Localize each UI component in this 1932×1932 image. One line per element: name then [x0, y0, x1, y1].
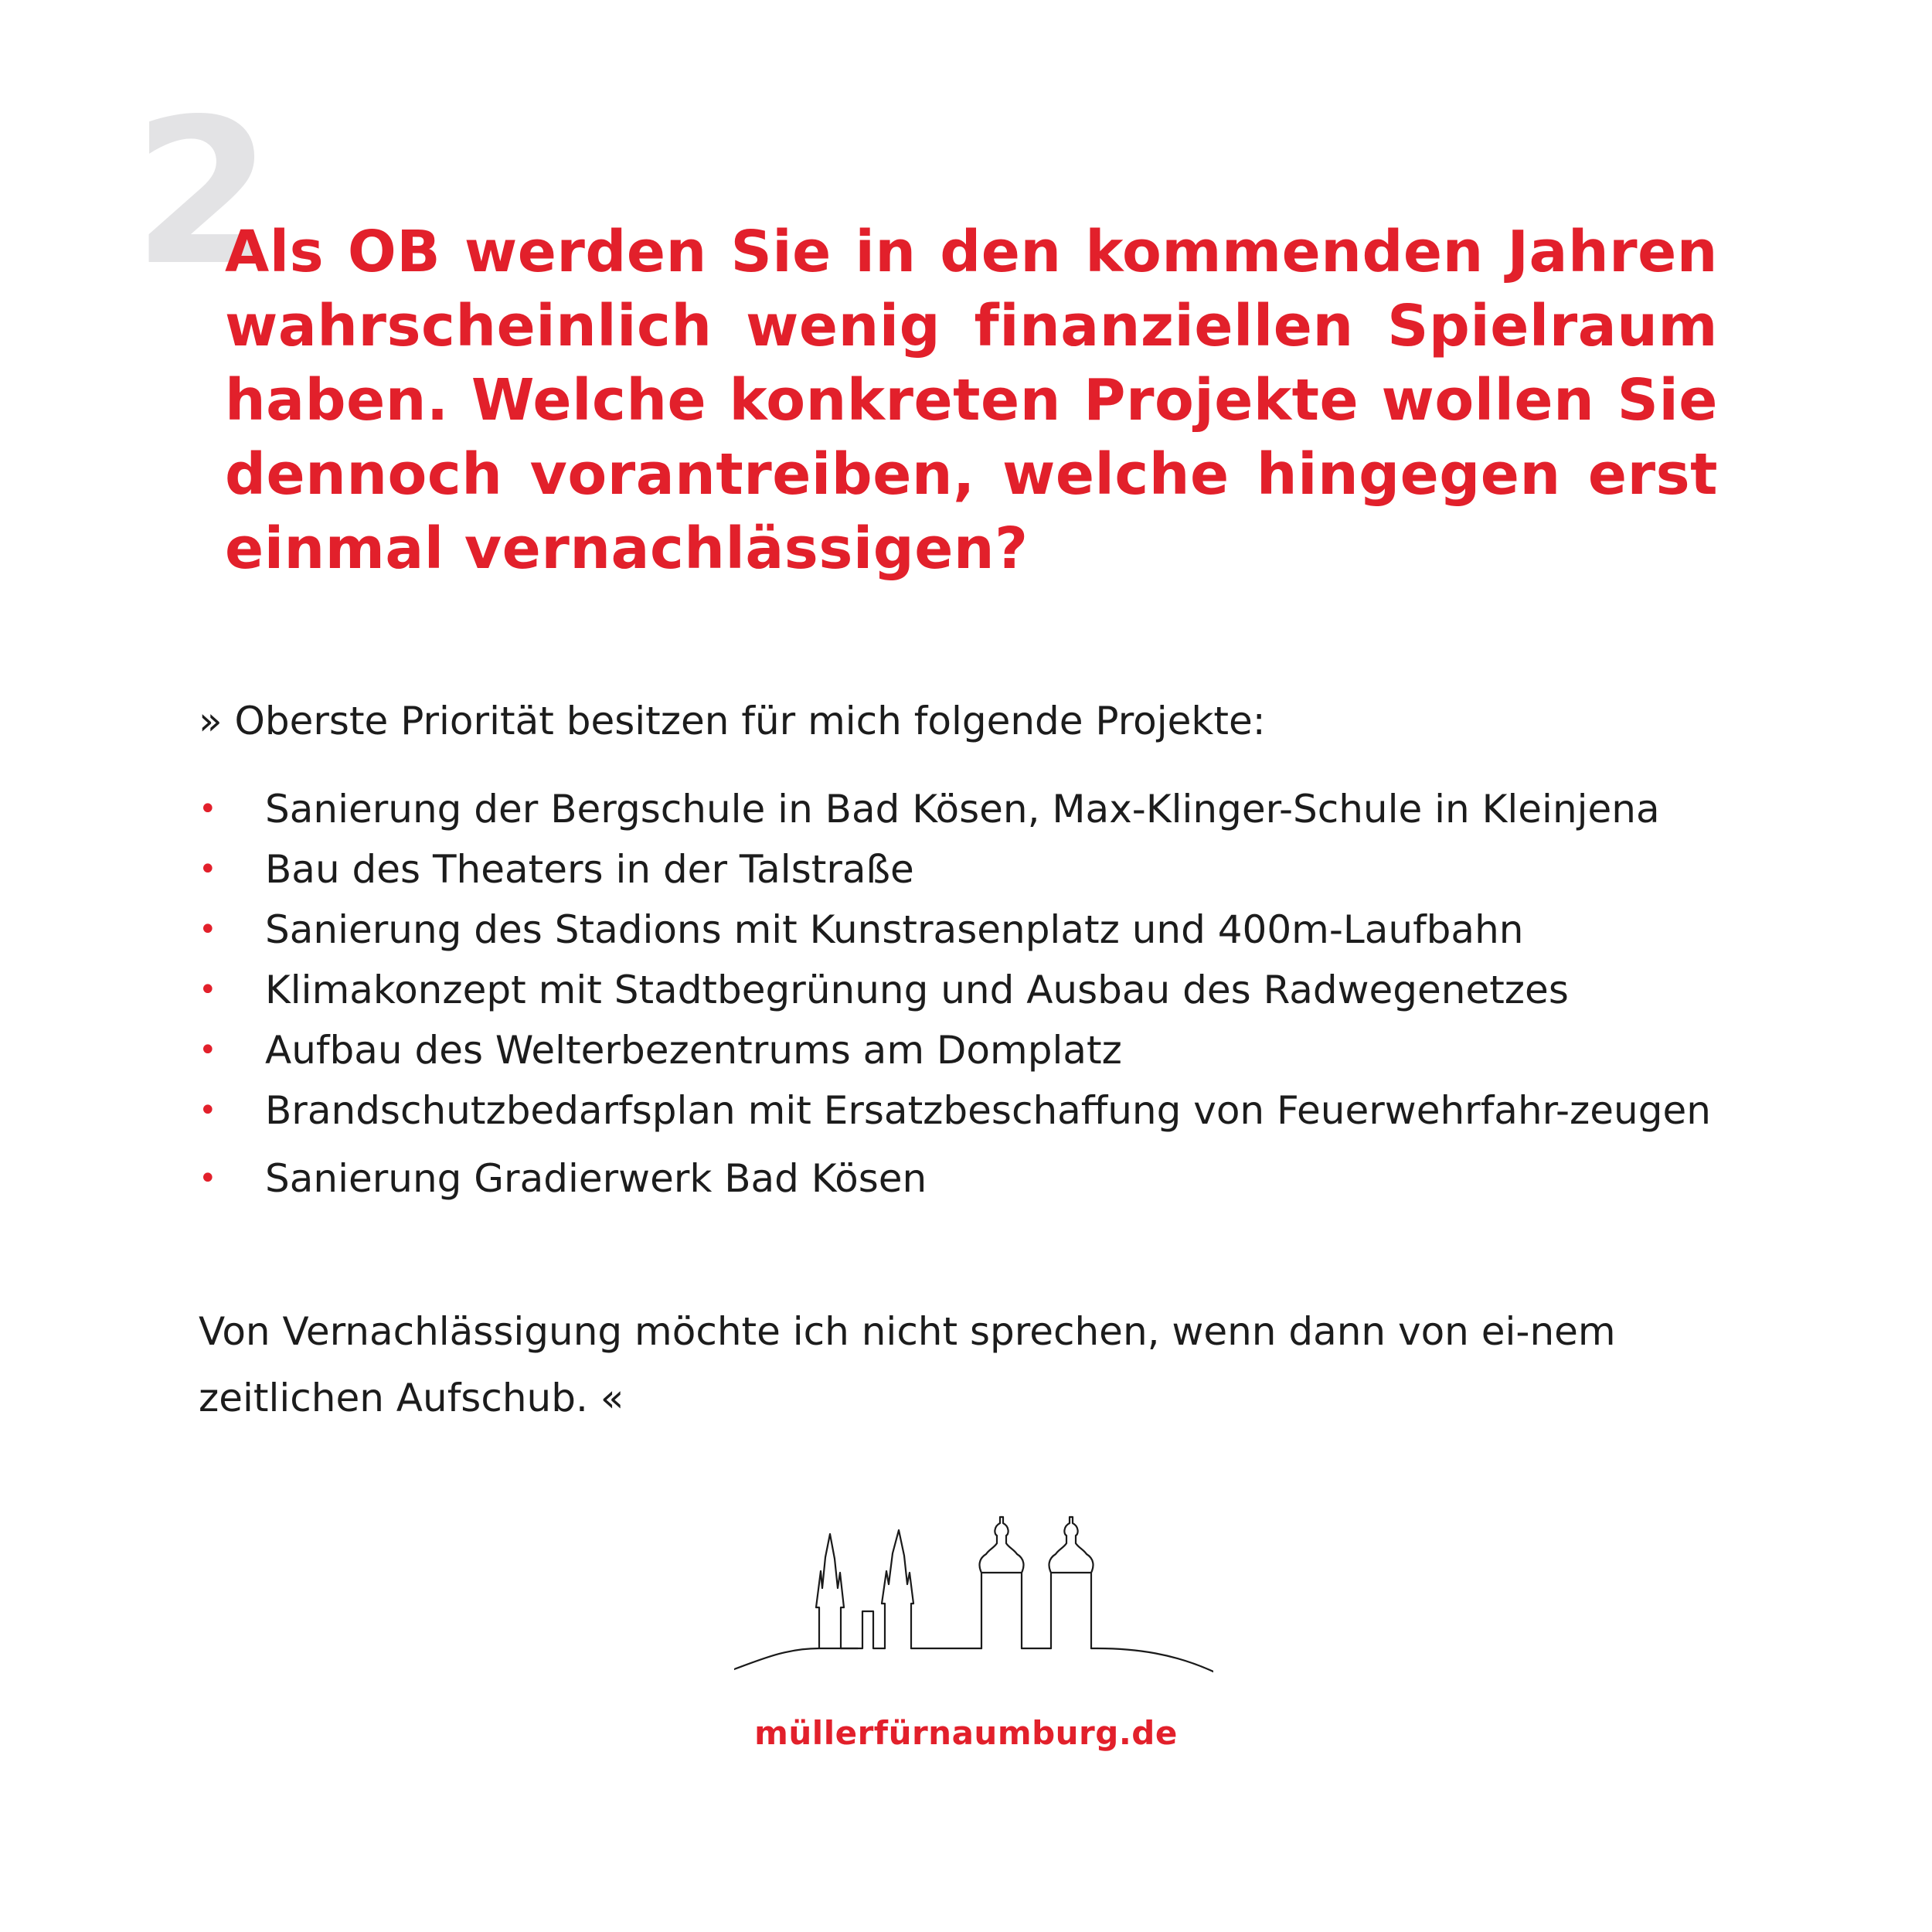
- answer-outro: Von Vernachlässigung möchte ich nicht sprechen, wenn dann von ei-nem zeitlichen Aufschub. «: [199, 1309, 1616, 1420]
- list-item-text: Brandschutzbedarfsplan mit Ersatzbeschaffung von Feuerwehrfahr-zeugen: [265, 1088, 1711, 1133]
- list-item-text: Aufbau des Welterbezentrums am Domplatz: [265, 1028, 1122, 1073]
- bullet-icon: •: [199, 912, 217, 947]
- bullet-icon: •: [199, 852, 217, 887]
- website-link[interactable]: müllerfürnaumburg.de: [754, 1714, 1178, 1752]
- bullet-icon: •: [199, 1161, 217, 1196]
- bullet-icon: •: [199, 791, 217, 827]
- list-item-text: Bau des Theaters in der Talstraße: [265, 847, 914, 892]
- list-item: [199, 960, 1736, 1020]
- list-item-text: Klimakonzept mit Stadtbegrünung und Ausbau des Radwegenetzes: [265, 968, 1569, 1012]
- list-item: [199, 1148, 1736, 1209]
- list-item: [199, 779, 1736, 839]
- list-item-text: Sanierung Gradierwerk Bad Kösen: [265, 1156, 927, 1201]
- question-heading: Als OB werden Sie in den kommenden Jahren wahrscheinlich wenig finanziellen Spielraum haben. Welche konkreten Projekte wollen Sie dennoch vorantreiben, welche hingegen erst einmal vernachlässigen?: [225, 219, 1718, 582]
- bullet-icon: •: [199, 1032, 217, 1068]
- list-item: [199, 900, 1736, 960]
- answer-intro: » Oberste Priorität besitzen für mich folgende Projekte:: [199, 699, 1266, 743]
- question-number: 2: [133, 77, 273, 310]
- city-skyline-icon: [734, 1480, 1213, 1681]
- list-item: [199, 1020, 1736, 1080]
- list-item: [199, 839, 1736, 900]
- project-list: [199, 779, 1736, 1209]
- list-item-text: Sanierung des Stadions mit Kunstrasenplatz und 400m-Laufbahn: [265, 907, 1524, 952]
- bullet-icon: •: [199, 1093, 217, 1128]
- list-item-text: Sanierung der Bergschule in Bad Kösen, Max-Klinger-Schule in Kleinjena: [265, 787, 1660, 832]
- bullet-icon: •: [199, 972, 217, 1008]
- list-item: [199, 1080, 1736, 1141]
